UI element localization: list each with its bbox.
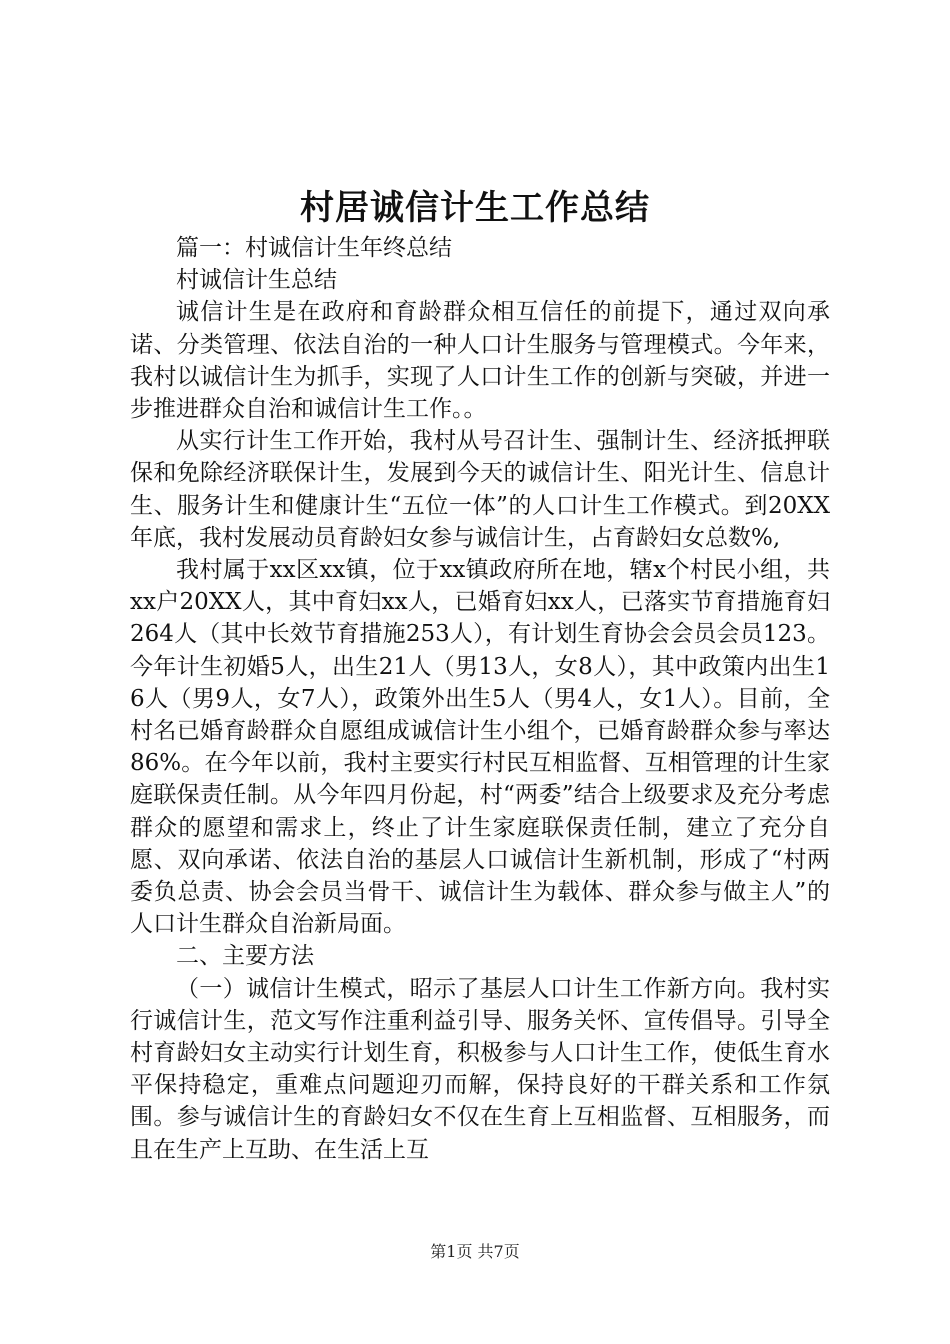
body-paragraph: 我村属于xx区xx镇，位于xx镇政府所在地，辖x个村民小组，共xx户20XX人，其中育妇xx人，已婚育妇xx人，已落实节育措施育妇264人（其中长效节育措施253人），有计划生育协会会员会员123。今年计生初婚5人，出生21人（男13人，女8人），其中政策内出生16人（男9人，女7人），政策外出生5人（男4人，女1人）。目前，全村名已婚育龄群众自愿组成诚信计生小组个，已婚育龄群众参与率达86%。在今年以前，我村主要实行村民互相监督、互相管理的计生家庭联保责任制。从今年四月份起，村“两委”结合上级要求及充分考虑群众的愿望和需求上，终止了计生家庭联保责任制，建立了充分自愿、双向承诺、依法自治的基层人口诚信计生新机制，形成了“村两委负总责、协会会员当骨干、诚信计生为载体、群众参与做主人”的人口计生群众自治新局面。 [130,557,830,938]
page-footer: 第1页 共7页 [430,1242,520,1261]
subsection-heading: 村诚信计生总结 [176,267,337,294]
document-body [130,232,830,1166]
section-heading: 二、主要方法 [176,943,314,970]
body-paragraph: （一）诚信计生模式，昭示了基层人口计生工作新方向。我村实行诚信计生，范文写作注重利益引导、服务关怀、宣传倡导。引导全村育龄妇女主动实行计划生育，积极参与人口计生工作，使低生育水平保持稳定，重难点问题迎刃而解，保持良好的干群关系和工作氛围。参与诚信计生的育龄妇女不仅在生育上互相监督、互相服务，而且在生产上互助、在生活上互 [130,975,830,1163]
section-heading: 篇一：村诚信计生年终总结 [176,235,452,261]
document-title: 村居诚信计生工作总结 [300,188,650,228]
body-paragraph: 从实行计生工作开始，我村从号召计生、强制计生、经济抵押联保和免除经济联保计生，发展到今天的诚信计生、阳光计生、信息计生、服务计生和健康计生“五位一体”的人口计生工作模式。到20XX年底，我村发展动员育龄妇女参与诚信计生，占育龄妇女总数%, [130,428,830,551]
body-paragraph: 诚信计生是在政府和育龄群众相互信任的前提下，通过双向承诺、分类管理、依法自治的一种人口计生服务与管理模式。今年来，我村以诚信计生为抓手，实现了人口计生工作的创新与突破，并进一步推进群众自治和诚信计生工作。。 [130,299,830,423]
